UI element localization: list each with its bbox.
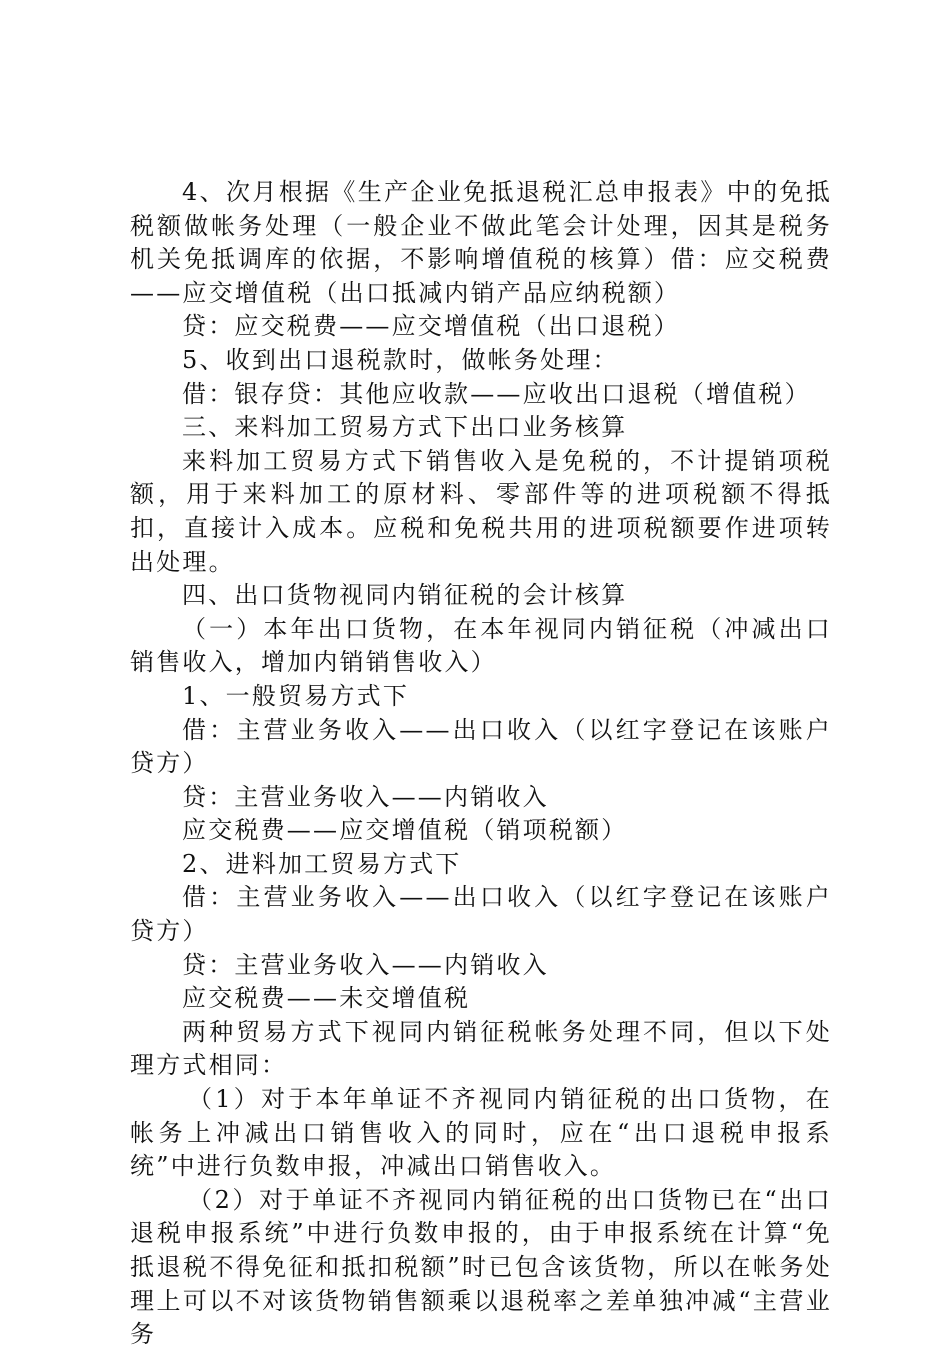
paragraph-1: 4、次月根据《生产企业免抵退税汇总申报表》中的免抵税额做帐务处理（一般企业不做此笔会计处理，因其是税务机关免抵调库的依据，不影响增值税的核算）借：应交税费——应交增值税（出口抵减内销产品应纳税额） [130, 178, 832, 307]
section-heading-3: 三、来料加工贸易方式下出口业务核算 [182, 413, 628, 442]
paragraph-14: 借：主营业务收入——出口收入（以红字登记在该账户贷方） [130, 883, 832, 946]
paragraph-10: 借：主营业务收入——出口收入（以红字登记在该账户贷方） [130, 715, 832, 778]
paragraph-11: 贷：主营业务收入——内销收入 [182, 782, 549, 811]
paragraph-13: 2、进料加工贸易方式下 [182, 849, 462, 878]
paragraph-18: （1）对于本年单证不齐视同内销征税的出口货物，在帐务上冲减出口销售收入的同时，应在“出口退税申报系统”中进行负数申报，冲减出口销售收入。 [130, 1085, 832, 1181]
paragraph-15: 贷：主营业务收入——内销收入 [182, 950, 549, 979]
paragraph-19: （2）对于单证不齐视同内销征税的出口货物已在“出口退税申报系统”中进行负数申报的，由于申报系统在计算“免抵退税不得免征和抵扣税额”时已包含该货物，所以在帐务处理上可以不对该货物销售额乘以退税率之差单独冲减“主营业务 [130, 1185, 832, 1349]
paragraph-9: 1、一般贸易方式下 [182, 681, 410, 710]
subsection-heading-1: （一）本年出口货物，在本年视同内销征税（冲减出口销售收入，增加内销销售收入） [130, 614, 832, 677]
paragraph-2: 贷：应交税费——应交增值税（出口退税） [182, 312, 680, 341]
paragraph-17: 两种贸易方式下视同内销征税帐务处理不同，但以下处理方式相同： [130, 1017, 832, 1080]
paragraph-3: 5、收到出口退税款时，做帐务处理： [182, 345, 619, 374]
paragraph-12: 应交税费——应交增值税（销项税额） [182, 816, 628, 845]
paragraph-6: 来料加工贸易方式下销售收入是免税的，不计提销项税额，用于来料加工的原材料、零部件等的进项税额不得抵扣，直接计入成本。应税和免税共用的进项税额要作进项转出处理。 [130, 446, 832, 576]
paragraph-4: 借：银存贷：其他应收款——应收出口退税（增值税） [182, 379, 811, 408]
document-body [130, 176, 832, 1352]
paragraph-16: 应交税费——未交增值税 [182, 984, 471, 1013]
section-heading-4: 四、出口货物视同内销征税的会计核算 [182, 581, 628, 610]
